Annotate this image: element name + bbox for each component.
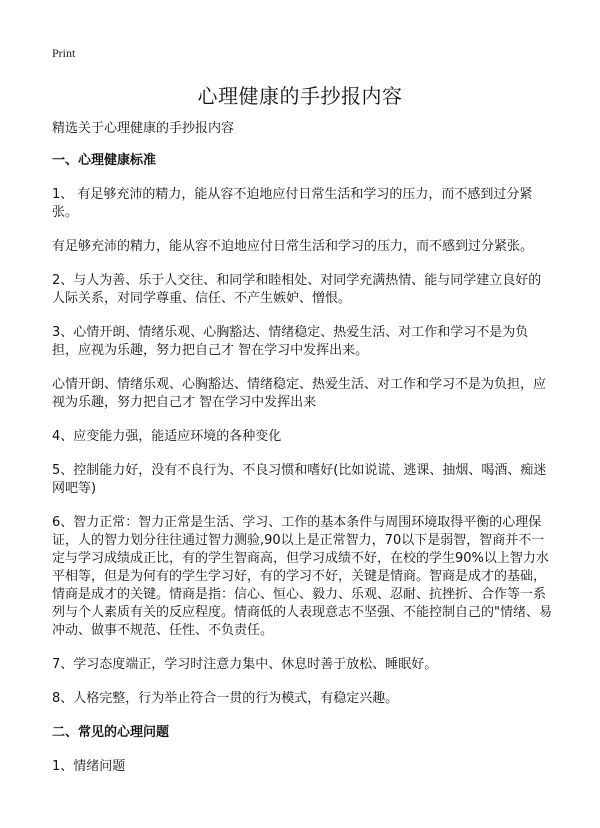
article-body (52, 120, 552, 792)
print-label: Print (52, 46, 76, 60)
paragraph: 1、情绪问题 (52, 759, 126, 774)
page-title: 心理健康的手抄报内容 (197, 84, 403, 108)
intro-text: 精选关于心理健康的手抄报内容 (52, 121, 235, 136)
paragraph: 4、应变能力强，能适应环境的各种变化 (52, 429, 282, 444)
paragraph: 6、智力正常：智力正常是生活、学习、工作的基本条件与周围环境取得平衡的心理保证，人的智力划分往往通过智力测验,90以上是正常智力，70以下是弱智，智商并不一定与学习成绩成正比，有的学生智商高，但学习成绩不好，在校的学生90%以上智力水平相等，但是为何有的学生学习好，有的学习不好，关键是情商。智商是成才的基础，情商是成才的关键。情商是指：信心、恒心、毅力、乐观、忍耐、抗挫折、合作等一系列与个人素质有关的反应程度。情商低的人表现意志不坚强、不能控制自己的"情绪、易冲动、做事不规范、任性、不负责任。 (52, 515, 552, 638)
paragraph: 2、与人为善、乐于人交往、和同学和睦相处、对同学充满热情、能与同学建立良好的人际关系，对同学尊重、信任、不产生嫉妒、憎恨。 (52, 273, 542, 306)
paragraph: 有足够充沛的精力，能从容不迫地应付日常生活和学习的压力，而不感到过分紧张。 (52, 239, 534, 254)
section-heading: 一、心理健康标准 (52, 153, 157, 168)
paragraph: 心情开朗、情绪乐观、心胸豁达、情绪稳定、热爱生活、对工作和学习不是为负担，应视为乐趣，努力把自己才 智在学习中发挥出来 (52, 377, 547, 410)
paragraph: 5、控制能力好，没有不良行为、不良习惯和嗜好(比如说谎、逃课、抽烟、喝酒、痴迷网吧等) (52, 463, 547, 496)
paragraph: 1、 有足够充沛的精力，能从容不迫地应付日常生活和学习的压力，而不感到过分紧张。 (52, 187, 533, 220)
paragraph: 8、人格完整，行为举止符合一贯的行为模式，有稳定兴趣。 (52, 691, 399, 706)
paragraph: 3、心情开朗、情绪乐观、心胸豁达、情绪稳定、热爱生活、对工作和学习不是为负担，应视为乐趣，努力把自己才 智在学习中发挥出来。 (52, 325, 529, 358)
paragraph: 7、学习态度端正，学习时注意力集中、休息时善于放松、睡眠好。 (52, 657, 438, 672)
section-heading: 二、常见的心理问题 (52, 725, 170, 740)
